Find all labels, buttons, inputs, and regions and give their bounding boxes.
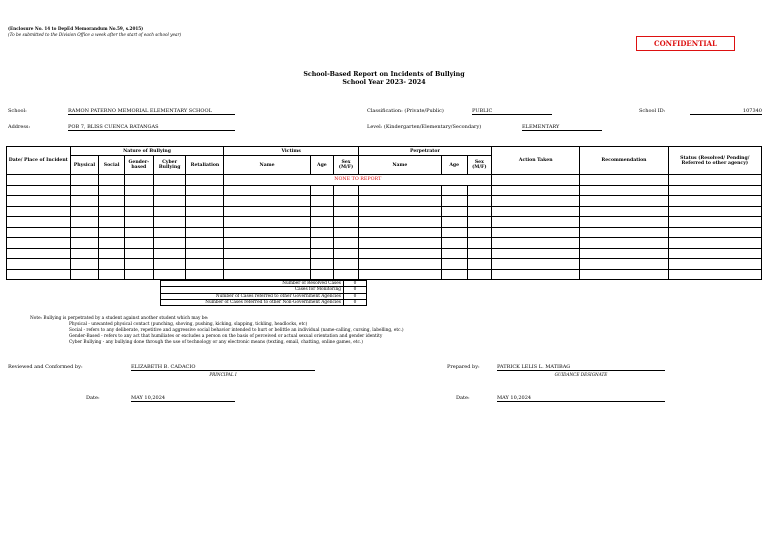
school-label: School:	[8, 108, 27, 114]
table-row	[7, 269, 762, 280]
level-value: ELEMENTARY	[522, 124, 602, 131]
note-gender: Gender-Based - refers to any act that humiliates or excludes a person on the basis of perceived or actual sexual orientation and gender identity	[69, 334, 383, 339]
date-label-left: Date:	[86, 395, 100, 401]
summary-value: 0	[344, 287, 367, 293]
col-victim-name: Name	[224, 156, 310, 175]
col-status: Status (Resolved/ Pending/ Referred to other agency)	[668, 147, 761, 175]
summary-label: Cases for Monitoring	[161, 287, 344, 293]
enclosure-text: (Enclosure No. 14 to DepEd Memorandum No.59, s.2015)	[8, 26, 144, 31]
school-id-value: 107340	[690, 108, 762, 115]
confidential-badge: CONFIDENTIAL	[636, 36, 735, 51]
col-social: Social	[99, 156, 125, 175]
classification-label: Classification: (Private/Public)	[367, 108, 444, 114]
school-id-label: School ID:	[639, 108, 666, 114]
col-victim-age: Age	[310, 156, 334, 175]
summary-row	[161, 299, 367, 305]
summary-label: Number of Cases referred to other Non-Government Agencies	[161, 299, 344, 305]
summary-label: Number of Resolved Cases	[161, 281, 344, 287]
reviewed-name: ELIZABETH B. CADACIO	[131, 364, 315, 371]
col-cyber: Cyber Bullying	[153, 156, 186, 175]
reviewed-label: Reviewed and Conformed by:	[8, 364, 83, 370]
col-perp-age: Age	[441, 156, 467, 175]
summary-value: 0	[344, 299, 367, 305]
col-perp-sex: Sex (M/F)	[467, 156, 492, 175]
col-recommendation: Recommendation	[580, 147, 668, 175]
date-left: MAY 10,2024	[131, 395, 235, 402]
report-title: School-Based Report on Incidents of Bullying	[303, 71, 465, 78]
summary-table	[160, 280, 367, 306]
date-label-right: Date:	[456, 395, 470, 401]
summary-label: Number of Cases referred to other Government Agencies	[161, 293, 344, 299]
incidents-table	[6, 146, 762, 280]
col-victim-sex: Sex (M/F)	[334, 156, 359, 175]
enclosure-subtext: (To be submitted to the Division Office a week after the start of each school year)	[8, 32, 182, 37]
reviewed-title: PRINCIPAL I	[209, 372, 237, 377]
col-retaliation: Retaliation	[186, 156, 224, 175]
col-perp-name: Name	[358, 156, 441, 175]
classification-value: PUBLIC	[472, 108, 552, 115]
table-row	[7, 196, 762, 207]
table-row	[7, 259, 762, 270]
table-row	[7, 227, 762, 238]
note-cyber: Cyber Bullying - any bullying done through the use of technology or any electronic means (texting, email, chatting, online games, etc.)	[69, 340, 363, 345]
none-to-report: NONE TO REPORT	[224, 175, 492, 186]
table-row	[7, 175, 762, 186]
address-label: Address:	[8, 124, 31, 130]
col-nature: Nature of Bullying	[70, 147, 224, 156]
table-row	[7, 217, 762, 228]
table-row	[7, 185, 762, 196]
col-physical: Physical	[70, 156, 99, 175]
col-gender-based: Gender-based	[124, 156, 153, 175]
school-year: School Year 2023- 2024	[342, 79, 426, 86]
prepared-name: PATRICK LELIS L. MATIBAG	[497, 364, 665, 371]
level-label: Level: (Kindergarten/Elementary/Secondary)	[367, 124, 482, 130]
col-date-place: Date/ Place of Incident	[7, 147, 71, 175]
col-action-taken: Action Taken	[492, 147, 580, 175]
address-value: POB 7, BLISS CUENCA BATANGAS	[68, 124, 235, 131]
note-physical: Physical - unwanted physical contact (punching, shoving, pushing, kicking, slapping, tickling, headlocks, etc)	[69, 322, 308, 327]
date-right: MAY 10,2024	[497, 395, 665, 402]
prepared-title: GUIDANCE DESIGNATE	[554, 372, 608, 377]
school-value: RAMON PATERNO MEMORIAL ELEMENTARY SCHOOL	[68, 108, 235, 115]
col-victims: Victims	[224, 147, 358, 156]
col-perpetrator: Perpetrator	[358, 147, 491, 156]
prepared-label: Prepared by:	[447, 364, 480, 370]
table-row	[7, 248, 762, 259]
summary-value: 0	[344, 293, 367, 299]
summary-value: 0	[344, 281, 367, 287]
table-row	[7, 238, 762, 249]
note-intro: Note: Bullying is perpetrated by a student against another student which may be:	[30, 316, 209, 321]
note-social: Social - refers to any deliberate, repetitive and aggressive social behavior intended to hurt or belittle an individual (name-calling, cursing, labelling, etc.)	[69, 328, 404, 333]
table-row	[7, 206, 762, 217]
